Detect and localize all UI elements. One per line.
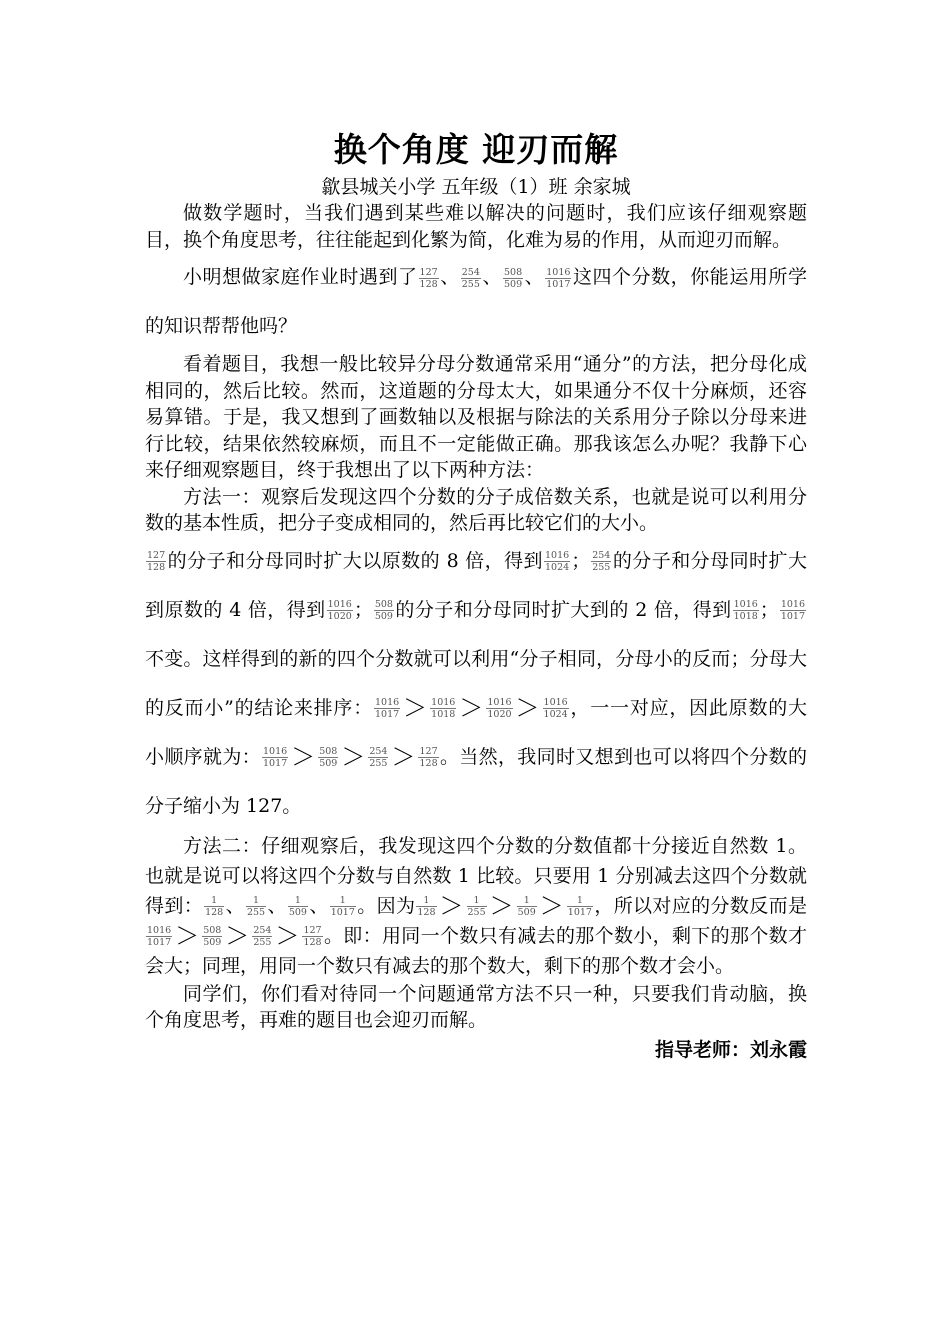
- fraction: [461, 267, 481, 290]
- author-byline: 歙县城关小学 五年级（1）班 余家城: [321, 176, 631, 198]
- fraction: [318, 746, 338, 769]
- denominator: 255: [461, 278, 480, 290]
- greater-than-sign: ＞: [175, 921, 200, 950]
- numerator: 1: [416, 895, 436, 907]
- fraction: [418, 746, 438, 769]
- denominator: 128: [303, 937, 322, 948]
- fraction: [545, 267, 571, 290]
- paragraph-method-one-detail: [145, 537, 807, 831]
- denominator: 128: [205, 907, 224, 918]
- text-segment: 的分子和分母同时扩大以原数的 8 倍，得到: [167, 549, 544, 572]
- numerator: 1016: [147, 925, 172, 936]
- fraction: [252, 925, 272, 948]
- fraction: [262, 746, 288, 769]
- text-segment: 。当然，我同时又想到也可以将四个分数的分子缩小为 127。: [145, 745, 807, 817]
- numerator: 508: [203, 925, 222, 936]
- fraction: [591, 550, 611, 573]
- denominator: 509: [517, 907, 536, 918]
- denominator: 1017: [780, 611, 805, 622]
- denominator: 255: [467, 907, 486, 918]
- numerator: 508: [504, 266, 523, 278]
- denominator: 1018: [431, 709, 456, 720]
- denominator: 509: [374, 611, 393, 622]
- fraction: [374, 599, 394, 622]
- fraction: [204, 895, 224, 918]
- denominator: 509: [203, 937, 222, 948]
- separator: 、: [267, 894, 287, 917]
- fraction: [146, 925, 172, 948]
- text-segment: ，所以对应的分数反而是: [593, 894, 807, 917]
- fraction: [467, 895, 487, 918]
- numerator: 1016: [733, 599, 758, 610]
- denominator: 1017: [374, 709, 400, 720]
- fraction: [503, 267, 523, 290]
- separator: 、: [524, 266, 545, 288]
- numerator: 254: [592, 550, 611, 561]
- denominator: 128: [147, 562, 166, 573]
- numerator: 1016: [374, 697, 400, 708]
- document-page: [145, 128, 807, 1064]
- text-segment: 。即：用同一个数只有减去的那个数小，剩下的那个数才会大；同理，用同一个数只有减去的那个数大，剩下的那个数才会小。: [145, 924, 807, 977]
- greater-than-sign: ＞: [291, 742, 316, 771]
- denominator: 1024: [543, 709, 568, 720]
- denominator: 1017: [263, 758, 288, 769]
- denominator: 1024: [545, 562, 570, 573]
- fraction: [330, 895, 356, 918]
- denominator: 1017: [567, 907, 592, 918]
- fraction: [544, 550, 570, 573]
- numerator: 1: [517, 895, 537, 907]
- denominator: 509: [504, 278, 523, 290]
- separator: 、: [308, 894, 329, 917]
- numerator: 1016: [543, 697, 568, 708]
- numerator: 1: [288, 895, 308, 907]
- fraction: [374, 697, 400, 720]
- numerator: 254: [253, 925, 272, 936]
- greater-than-sign: ＞: [539, 891, 564, 920]
- greater-than-sign: ＞: [391, 742, 416, 771]
- text-segment: 方法二：仔细观察后，我发现这四个分数的分数值都十分接近自然数 1。也就是说可以将这四个分数与自然数 1 比较。只要用 1 分别减去这四个分数就得到：: [145, 834, 807, 917]
- separator: 、: [439, 266, 460, 288]
- fraction: [246, 895, 266, 918]
- numerator: 127: [419, 746, 438, 757]
- text-segment: 的分子和分母同时扩大到的 2 倍，得到: [394, 598, 732, 621]
- greater-than-sign: ＞: [403, 693, 428, 722]
- numerator: 254: [461, 266, 480, 278]
- greater-than-sign: ＞: [439, 891, 464, 920]
- fraction: [486, 697, 512, 720]
- numerator: 508: [319, 746, 338, 757]
- greater-than-sign: ＞: [489, 891, 514, 920]
- fraction: [517, 895, 537, 918]
- numerator: 1: [330, 895, 356, 907]
- fraction: [146, 550, 166, 573]
- numerator: 1: [246, 895, 266, 907]
- paragraph-intro: 做数学题时，当我们遇到某些难以解决的问题时，我们应该仔细观察题目，换个角度思考，往往能起到化繁为简，化难为易的作用，从而迎刃而解。: [145, 202, 807, 251]
- numerator: 1016: [545, 550, 570, 561]
- fraction: [780, 599, 806, 622]
- greater-than-sign: ＞: [225, 921, 250, 950]
- numerator: 1016: [780, 599, 805, 610]
- text-segment: ；: [759, 598, 779, 621]
- text-segment: 。因为: [356, 894, 416, 917]
- fraction: [430, 697, 456, 720]
- numerator: 508: [374, 599, 393, 610]
- numerator: 127: [147, 550, 166, 561]
- denominator: 255: [253, 937, 272, 948]
- denominator: 1017: [546, 278, 571, 290]
- fraction: [368, 746, 388, 769]
- instructor-credit: 指导老师：刘永霞: [654, 1038, 807, 1061]
- denominator: 128: [419, 758, 438, 769]
- fraction: [416, 895, 436, 918]
- greater-than-sign: ＞: [459, 693, 484, 722]
- fraction: [543, 697, 569, 720]
- denominator: 255: [246, 907, 266, 918]
- denominator: 1020: [327, 611, 352, 622]
- fraction: [202, 925, 222, 948]
- text-segment: 不变。这样得到的新的四个分数就可以利用“分子相同，分母小的反而；分母大的反而小”的结论来排序：: [145, 647, 807, 719]
- greater-than-sign: ＞: [341, 742, 366, 771]
- numerator: 254: [369, 746, 388, 757]
- text-segment: 的分子和分母同时扩大到原数的 4 倍，得到: [145, 549, 807, 621]
- denominator: 255: [369, 758, 388, 769]
- text-segment: 这四个分数，你能运用所学的知识帮帮他吗？: [145, 266, 807, 337]
- fraction: [419, 267, 439, 290]
- numerator: 1016: [546, 266, 571, 278]
- denominator: 128: [419, 278, 438, 290]
- denominator: 1018: [733, 611, 758, 622]
- denominator: 1017: [330, 907, 355, 918]
- numerator: 1: [467, 895, 487, 907]
- text-segment: 小明想做家庭作业时遇到了: [183, 266, 418, 288]
- numerator: 1016: [487, 697, 512, 708]
- fraction: [302, 925, 322, 948]
- denominator: 1020: [487, 709, 512, 720]
- numerator: 1016: [263, 746, 288, 757]
- separator: 、: [481, 266, 502, 288]
- paragraph-question: [145, 253, 807, 351]
- numerator: 127: [419, 266, 438, 278]
- numerator: 1016: [431, 697, 456, 708]
- fraction: [567, 895, 593, 918]
- numerator: 1: [204, 895, 224, 907]
- separator: 、: [225, 894, 245, 917]
- greater-than-sign: ＞: [275, 921, 300, 950]
- fraction: [733, 599, 759, 622]
- numerator: 1016: [327, 599, 352, 610]
- fraction: [327, 599, 353, 622]
- article-title: 换个角度 迎刃而解: [333, 130, 619, 169]
- denominator: 1017: [147, 937, 172, 948]
- denominator: 128: [417, 907, 436, 918]
- denominator: 255: [592, 562, 611, 573]
- denominator: 509: [319, 758, 338, 769]
- paragraph-analysis: 看着题目，我想一般比较异分母分数通常采用“通分”的方法，把分母化成相同的，然后比较。然而，这道题的分母太大，如果通分不仅十分麻烦，还容易算错。于是，我又想到了画数轴以及根据与除法的关系用分子除以分母来进行比较，结果依然较麻烦，而且不一定能做正确。那我该怎么办呢？我静下心来仔细观察题目，终于我想出了以下两种方法：: [145, 353, 807, 481]
- paragraph-conclusion: 同学们，你们看对待同一个问题通常方法不只一种，只要我们肯动脑，换个角度思考，再难的题目也会迎刃而解。: [145, 982, 807, 1031]
- paragraph-method-two: [145, 831, 807, 981]
- numerator: 1: [567, 895, 593, 907]
- text-segment: ，一一对应，因此原数的大小顺序就为：: [145, 696, 807, 768]
- text-segment: ；: [353, 598, 373, 621]
- denominator: 509: [288, 907, 307, 918]
- numerator: 127: [303, 925, 322, 936]
- fraction: [288, 895, 308, 918]
- paragraph-method-one: 方法一：观察后发现这四个分数的分子成倍数关系，也就是说可以利用分数的基本性质，把分子变成相同的，然后再比较它们的大小。: [145, 485, 807, 534]
- greater-than-sign: ＞: [515, 693, 540, 722]
- text-segment: ；: [571, 549, 591, 572]
